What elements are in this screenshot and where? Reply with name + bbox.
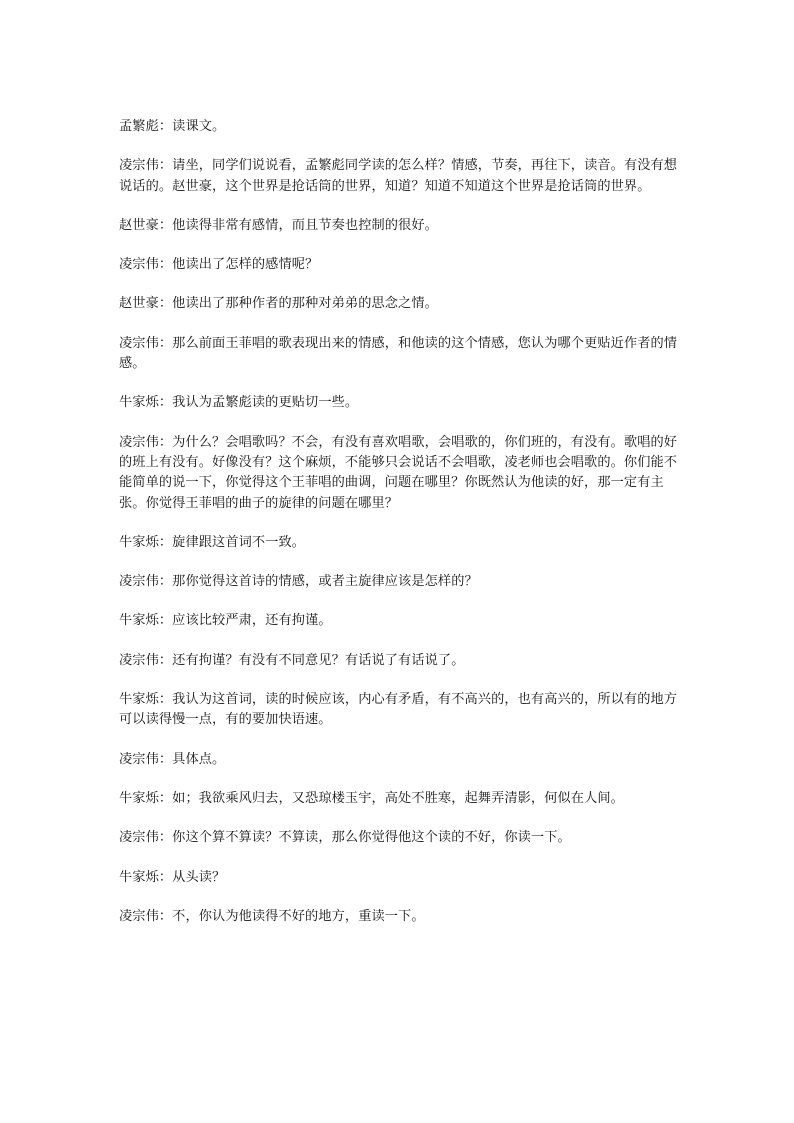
dialogue-text: 他读出了那种作者的那种对弟弟的思念之情。 <box>172 296 438 312</box>
speaker-separator: ： <box>158 908 173 924</box>
dialogue-text: 你这个算不算读？不算读，那么你觉得他这个读的不好，你读一下。 <box>172 830 571 846</box>
dialogue-line <box>119 868 679 888</box>
speaker-name: 凌宗伟 <box>119 574 159 590</box>
speaker-name: 凌宗伟 <box>119 335 159 351</box>
speaker-name: 孟繁彪 <box>119 119 159 134</box>
speaker-name: 凌宗伟 <box>119 652 159 668</box>
transcript-page <box>119 117 679 946</box>
dialogue-text: 旋律跟这首词不一致。 <box>172 534 306 550</box>
speaker-name: 凌宗伟 <box>119 257 159 273</box>
speaker-separator: ： <box>158 434 173 450</box>
dialogue-text: 他读得非常有感情，而且节奏也控制的很好。 <box>172 217 438 233</box>
dialogue-line <box>119 433 679 514</box>
dialogue-line <box>119 789 679 809</box>
speaker-name: 牛家烁 <box>119 869 159 885</box>
dialogue-line <box>119 572 679 592</box>
speaker-separator: ： <box>158 574 173 590</box>
speaker-name: 牛家烁 <box>119 534 159 550</box>
dialogue-text: 为什么？会唱歌吗？不会，有没有喜欢唱歌，会唱歌的，你们班的，有没有。歌唱的好的班上有没有。好像没有？这个麻烦，不能够只会说话不会唱歌，凌老师也会唱歌的。你们能不能简单的说一下，你觉得这个王菲唱的曲调，问题在哪里？你既然认为他读的好，那一定有主张。你觉得王菲唱的曲子的旋律的问题在哪里？ <box>119 434 678 511</box>
speaker-name: 凌宗伟 <box>119 908 159 924</box>
dialogue-line <box>119 255 679 275</box>
dialogue-text: 还有拘谨？有没有不同意见？有话说了有话说了。 <box>172 652 465 668</box>
dialogue-line <box>119 334 679 375</box>
speaker-name: 凌宗伟 <box>119 158 159 174</box>
dialogue-line <box>119 393 679 413</box>
speaker-name: 赵世豪 <box>119 217 159 233</box>
speaker-separator: ： <box>158 119 173 134</box>
speaker-separator: ： <box>158 217 173 233</box>
speaker-separator: ： <box>158 534 173 550</box>
dialogue-line <box>119 690 679 731</box>
speaker-name: 凌宗伟 <box>119 830 159 846</box>
dialogue-text: 应该比较严肃，还有拘谨。 <box>172 613 332 629</box>
dialogue-line <box>119 156 679 197</box>
dialogue-text: 他读出了怎样的感情呢？ <box>172 257 319 273</box>
dialogue-line <box>119 750 679 770</box>
speaker-separator: ： <box>158 335 173 351</box>
speaker-name: 凌宗伟 <box>119 751 159 767</box>
dialogue-line <box>119 907 679 927</box>
speaker-separator: ： <box>158 652 173 668</box>
speaker-name: 牛家烁 <box>119 692 159 708</box>
speaker-name: 牛家烁 <box>119 613 159 629</box>
dialogue-line <box>119 828 679 848</box>
speaker-separator: ： <box>158 395 173 411</box>
speaker-separator: ： <box>158 869 173 885</box>
dialogue-text: 那你觉得这首诗的情感，或者主旋律应该是怎样的？ <box>172 574 478 590</box>
dialogue-line <box>119 533 679 553</box>
speaker-separator: ： <box>158 158 173 174</box>
dialogue-text: 具体点。 <box>172 751 226 767</box>
dialogue-line <box>119 294 679 314</box>
speaker-separator: ： <box>158 296 173 312</box>
dialogue-line <box>119 216 679 236</box>
dialogue-text: 从头读？ <box>172 869 226 885</box>
speaker-name: 牛家烁 <box>119 395 159 411</box>
dialogue-text: 那么前面王菲唱的歌表现出来的情感，和他读的这个情感，您认为哪个更贴近作者的情感。 <box>119 335 678 372</box>
speaker-separator: ： <box>158 257 173 273</box>
dialogue-text: 我认为孟繁彪读的更贴切一些。 <box>172 395 359 411</box>
dialogue-line <box>119 651 679 671</box>
speaker-name: 牛家烁 <box>119 790 159 806</box>
speaker-separator: ： <box>158 751 173 767</box>
speaker-separator: ： <box>158 613 173 629</box>
dialogue-text: 请坐，同学们说说看，孟繁彪同学读的怎么样？情感，节奏，再往下，读音。有没有想说话的。赵世豪，这个世界是抢话筒的世界，知道？知道不知道这个世界是抢话筒的世界。 <box>119 158 678 194</box>
speaker-separator: ： <box>158 692 173 708</box>
dialogue-text: 如；我欲乘风归去，又恐琼楼玉宇，高处不胜寒，起舞弄清影，何似在人间。 <box>172 790 624 806</box>
speaker-separator: ： <box>158 830 173 846</box>
speaker-separator: ： <box>158 790 173 806</box>
dialogue-text: 读课文。 <box>172 119 226 134</box>
dialogue-line <box>119 611 679 631</box>
dialogue-text: 我认为这首词，读的时候应该，内心有矛盾，有不高兴的，也有高兴的，所以有的地方可以读得慢一点，有的要加快语速。 <box>119 692 678 728</box>
dialogue-line <box>119 117 679 137</box>
speaker-name: 凌宗伟 <box>119 434 159 450</box>
dialogue-text: 不，你认为他读得不好的地方，重读一下。 <box>172 908 425 924</box>
speaker-name: 赵世豪 <box>119 296 159 312</box>
